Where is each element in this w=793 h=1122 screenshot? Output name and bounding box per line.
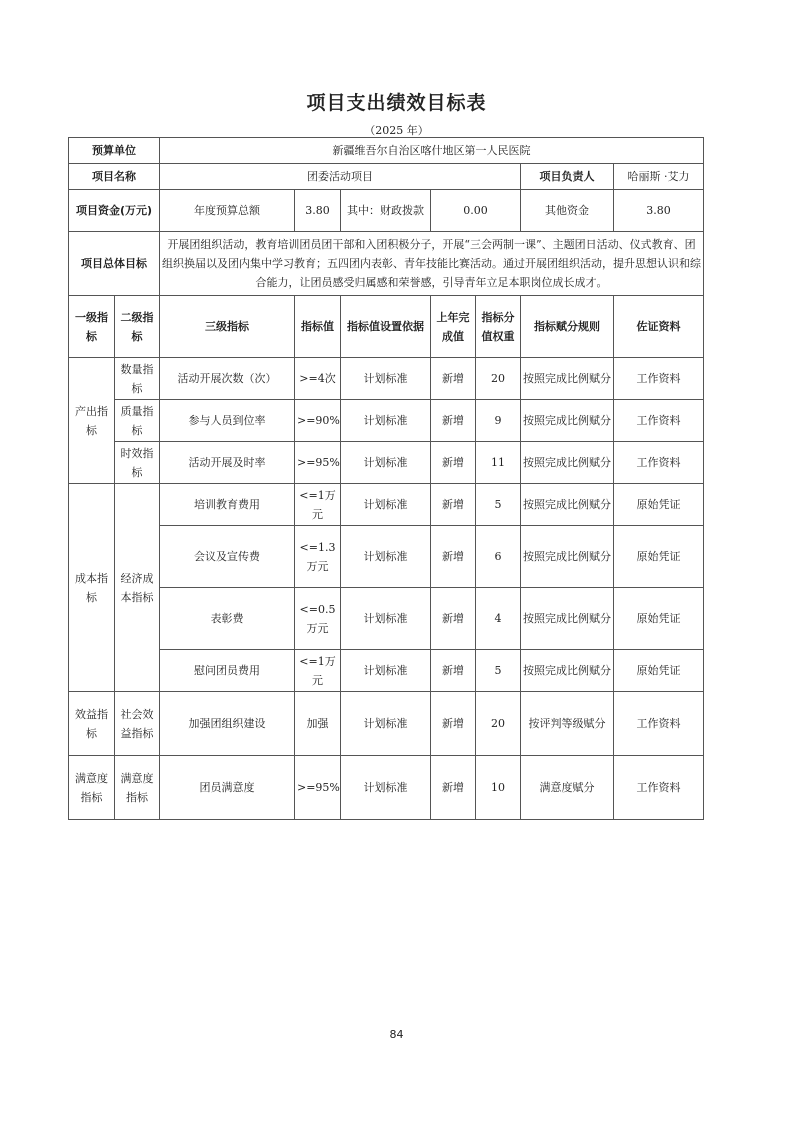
table-row	[69, 400, 704, 442]
indicator-basis: 计划标准	[341, 692, 431, 756]
fiscal-label: 其中：财政拨款	[341, 190, 431, 232]
indicator-value: <=0.5万元	[295, 588, 341, 650]
subgroup-timeliness: 时效指标	[115, 442, 160, 484]
indicator-name: 会议及宣传费	[160, 526, 295, 588]
indicator-basis: 计划标准	[341, 588, 431, 650]
indicator-evidence: 工作资料	[614, 692, 704, 756]
indicator-basis: 计划标准	[341, 484, 431, 526]
indicator-name: 表彰费	[160, 588, 295, 650]
subgroup-satisfaction: 满意度指标	[115, 756, 160, 820]
group-output: 产出指标	[69, 358, 115, 484]
indicator-rule: 按照完成比例赋分	[521, 484, 614, 526]
indicator-value: <=1万元	[295, 650, 341, 692]
indicator-name: 加强团组织建设	[160, 692, 295, 756]
indicator-weight: 4	[476, 588, 521, 650]
table-row	[69, 756, 704, 820]
indicator-rule: 按照完成比例赋分	[521, 588, 614, 650]
indicator-rule: 按照完成比例赋分	[521, 358, 614, 400]
indicator-last-year: 新增	[431, 588, 476, 650]
page-title: 项目支出绩效目标表	[306, 92, 487, 114]
goal-text: 开展团组织活动，教育培训团员团干部和入团积极分子，开展“三会两制一课”、主题团日活动、仪式教育、团组织换届以及团内集中学习教育；五四团内表彰、青年技能比赛活动。通过开展团组织活动，提升思想认识和综合能力，让团员感受归属感和荣誉感，引导青年立足本职岗位成长成才。	[160, 232, 704, 296]
indicator-name: 培训教育费用	[160, 484, 295, 526]
col-header-level1: 一级指标	[69, 296, 115, 358]
indicator-name: 慰问团员费用	[160, 650, 295, 692]
indicator-last-year: 新增	[431, 442, 476, 484]
col-header-evidence: 佐证资料	[614, 296, 704, 358]
indicator-basis: 计划标准	[341, 526, 431, 588]
indicator-weight: 5	[476, 650, 521, 692]
indicator-rule: 按照完成比例赋分	[521, 442, 614, 484]
other-funds-value: 3.80	[614, 190, 704, 232]
indicator-weight: 10	[476, 756, 521, 820]
indicator-last-year: 新增	[431, 692, 476, 756]
indicator-value: <=1万元	[295, 484, 341, 526]
indicator-rule: 按照完成比例赋分	[521, 650, 614, 692]
col-header-level3: 三级指标	[160, 296, 295, 358]
subgroup-social-benefit: 社会效益指标	[115, 692, 160, 756]
indicator-weight: 20	[476, 692, 521, 756]
table-row	[69, 588, 704, 650]
annual-budget-value: 3.80	[295, 190, 341, 232]
table-row	[69, 484, 704, 526]
col-header-last-year: 上年完成值	[431, 296, 476, 358]
funds-label: 项目资金(万元)	[69, 190, 160, 232]
indicator-rule: 按照完成比例赋分	[521, 526, 614, 588]
annual-budget-label: 年度预算总额	[160, 190, 295, 232]
indicator-evidence: 原始凭证	[614, 484, 704, 526]
indicator-evidence: 工作资料	[614, 756, 704, 820]
subgroup-quantity: 数量指标	[115, 358, 160, 400]
indicator-rule: 按评判等级赋分	[521, 692, 614, 756]
indicator-evidence: 原始凭证	[614, 526, 704, 588]
indicator-last-year: 新增	[431, 484, 476, 526]
project-leader-value: 哈丽斯 ·艾力	[614, 164, 704, 190]
indicator-evidence: 原始凭证	[614, 650, 704, 692]
indicator-value: >=95%	[295, 756, 341, 820]
budget-unit-value: 新疆维吾尔自治区喀什地区第一人民医院	[160, 138, 704, 164]
indicator-value: 加强	[295, 692, 341, 756]
year-label: （2025 年）	[364, 124, 429, 137]
budget-unit-label: 预算单位	[69, 138, 160, 164]
table-row	[69, 692, 704, 756]
indicator-last-year: 新增	[431, 756, 476, 820]
indicator-evidence: 工作资料	[614, 358, 704, 400]
performance-table	[68, 137, 704, 820]
indicator-basis: 计划标准	[341, 442, 431, 484]
col-header-rule: 指标赋分规则	[521, 296, 614, 358]
indicator-weight: 11	[476, 442, 521, 484]
indicator-name: 参与人员到位率	[160, 400, 295, 442]
indicator-value: >=90%	[295, 400, 341, 442]
group-satisfaction: 满意度指标	[69, 756, 115, 820]
indicator-last-year: 新增	[431, 526, 476, 588]
indicator-last-year: 新增	[431, 400, 476, 442]
indicator-weight: 6	[476, 526, 521, 588]
indicator-value: >=4次	[295, 358, 341, 400]
indicator-basis: 计划标准	[341, 400, 431, 442]
indicator-value: <=1.3万元	[295, 526, 341, 588]
indicator-name: 活动开展及时率	[160, 442, 295, 484]
project-name-value: 团委活动项目	[160, 164, 521, 190]
indicator-basis: 计划标准	[341, 650, 431, 692]
indicator-rule: 满意度赋分	[521, 756, 614, 820]
indicator-basis: 计划标准	[341, 358, 431, 400]
project-name-label: 项目名称	[69, 164, 160, 190]
indicator-weight: 5	[476, 484, 521, 526]
col-header-weight: 指标分值权重	[476, 296, 521, 358]
group-cost: 成本指标	[69, 484, 115, 692]
goal-label: 项目总体目标	[69, 232, 160, 296]
col-header-level2: 二级指标	[115, 296, 160, 358]
indicator-evidence: 工作资料	[614, 400, 704, 442]
other-funds-label: 其他资金	[521, 190, 614, 232]
indicator-name: 团员满意度	[160, 756, 295, 820]
table-row	[69, 442, 704, 484]
table-row	[69, 650, 704, 692]
indicator-name: 活动开展次数（次）	[160, 358, 295, 400]
col-header-basis: 指标值设置依据	[341, 296, 431, 358]
indicator-last-year: 新增	[431, 358, 476, 400]
indicator-evidence: 原始凭证	[614, 588, 704, 650]
fiscal-value: 0.00	[431, 190, 521, 232]
indicator-last-year: 新增	[431, 650, 476, 692]
project-leader-label: 项目负责人	[521, 164, 614, 190]
table-row	[69, 526, 704, 588]
indicator-weight: 9	[476, 400, 521, 442]
table-row	[69, 358, 704, 400]
subgroup-economic-cost: 经济成本指标	[115, 484, 160, 692]
indicator-value: >=95%	[295, 442, 341, 484]
subgroup-quality: 质量指标	[115, 400, 160, 442]
indicator-basis: 计划标准	[341, 756, 431, 820]
col-header-value: 指标值	[295, 296, 341, 358]
indicator-evidence: 工作资料	[614, 442, 704, 484]
group-benefit: 效益指标	[69, 692, 115, 756]
indicator-weight: 20	[476, 358, 521, 400]
indicator-rule: 按照完成比例赋分	[521, 400, 614, 442]
page-number: 84	[389, 1028, 404, 1041]
